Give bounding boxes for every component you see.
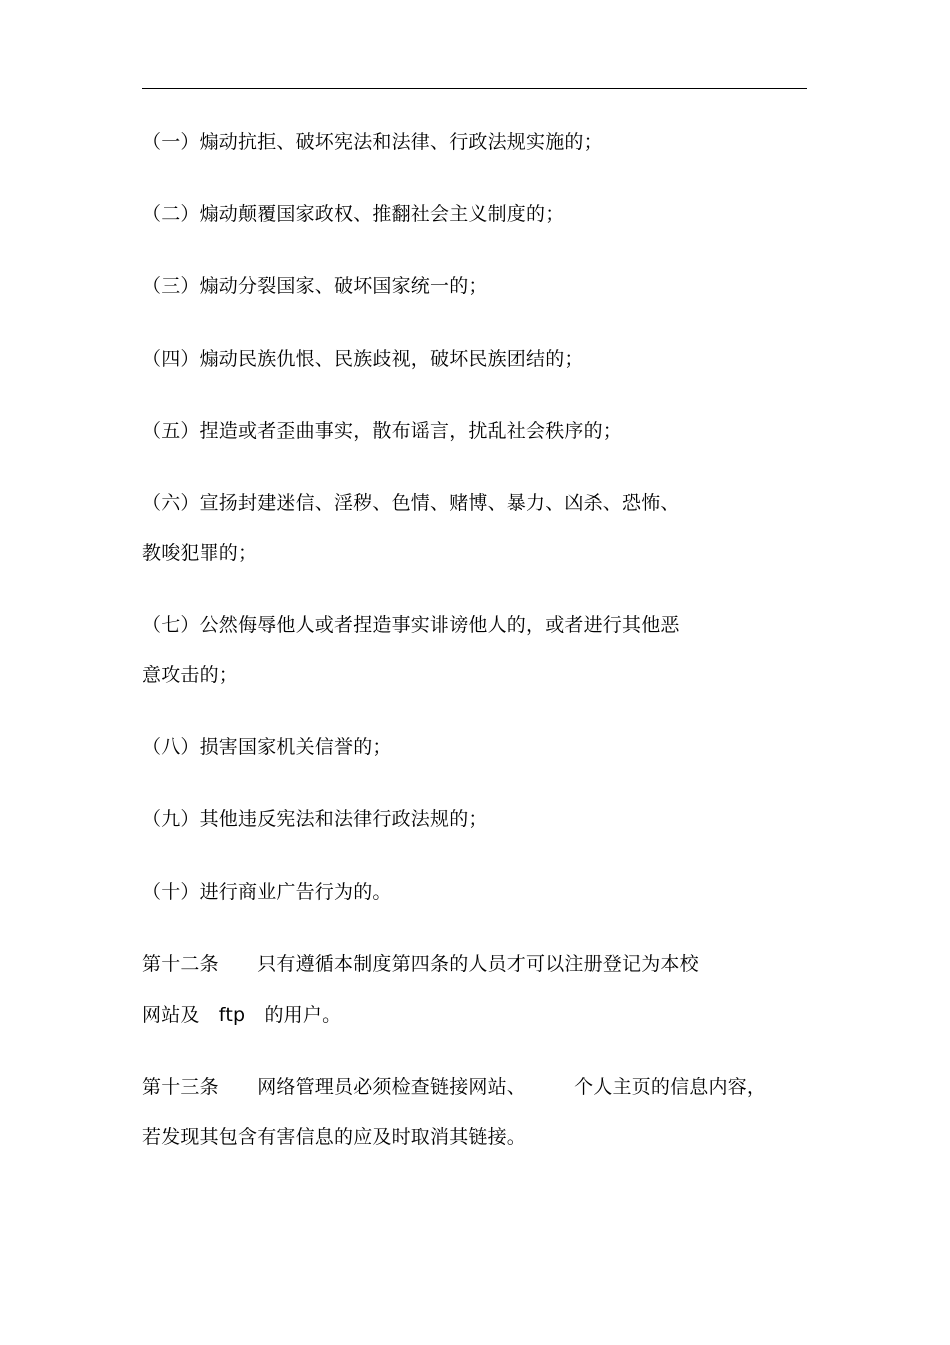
list-item-6-continued: 教唆犯罪的； xyxy=(142,542,258,564)
list-item-7: （七）公然侮辱他人或者捏造事实诽谤他人的，或者进行其他恶 xyxy=(142,614,680,636)
article-13-line-1: 第十三条 网络管理员必须检查链接网站、 个人主页的信息内容， xyxy=(142,1076,767,1098)
list-item-1: （一）煽动抗拒、破坏宪法和法律、行政法规实施的； xyxy=(142,131,603,153)
list-item-8: （八）损害国家机关信誉的； xyxy=(142,736,392,758)
header-rule xyxy=(142,88,807,89)
list-item-4: （四）煽动民族仇恨、民族歧视，破坏民族团结的； xyxy=(142,348,584,370)
article-12-line-2: 网站及 ftp 的用户。 xyxy=(142,1004,342,1026)
list-item-10: （十）进行商业广告行为的。 xyxy=(142,881,392,903)
list-item-2: （二）煽动颠覆国家政权、推翻社会主义制度的； xyxy=(142,203,565,225)
list-item-3: （三）煽动分裂国家、破坏国家统一的； xyxy=(142,275,488,297)
article-12-line-1: 第十二条 只有遵循本制度第四条的人员才可以注册登记为本校 xyxy=(142,953,699,975)
list-item-7-continued: 意攻击的； xyxy=(142,664,239,686)
list-item-9: （九）其他违反宪法和法律行政法规的； xyxy=(142,808,488,830)
article-13-line-2: 若发现其包含有害信息的应及时取消其链接。 xyxy=(142,1126,527,1148)
list-item-5: （五）捏造或者歪曲事实，散布谣言，扰乱社会秩序的； xyxy=(142,420,623,442)
list-item-6: （六）宣扬封建迷信、淫秽、色情、赌博、暴力、凶杀、恐怖、 xyxy=(142,492,680,514)
